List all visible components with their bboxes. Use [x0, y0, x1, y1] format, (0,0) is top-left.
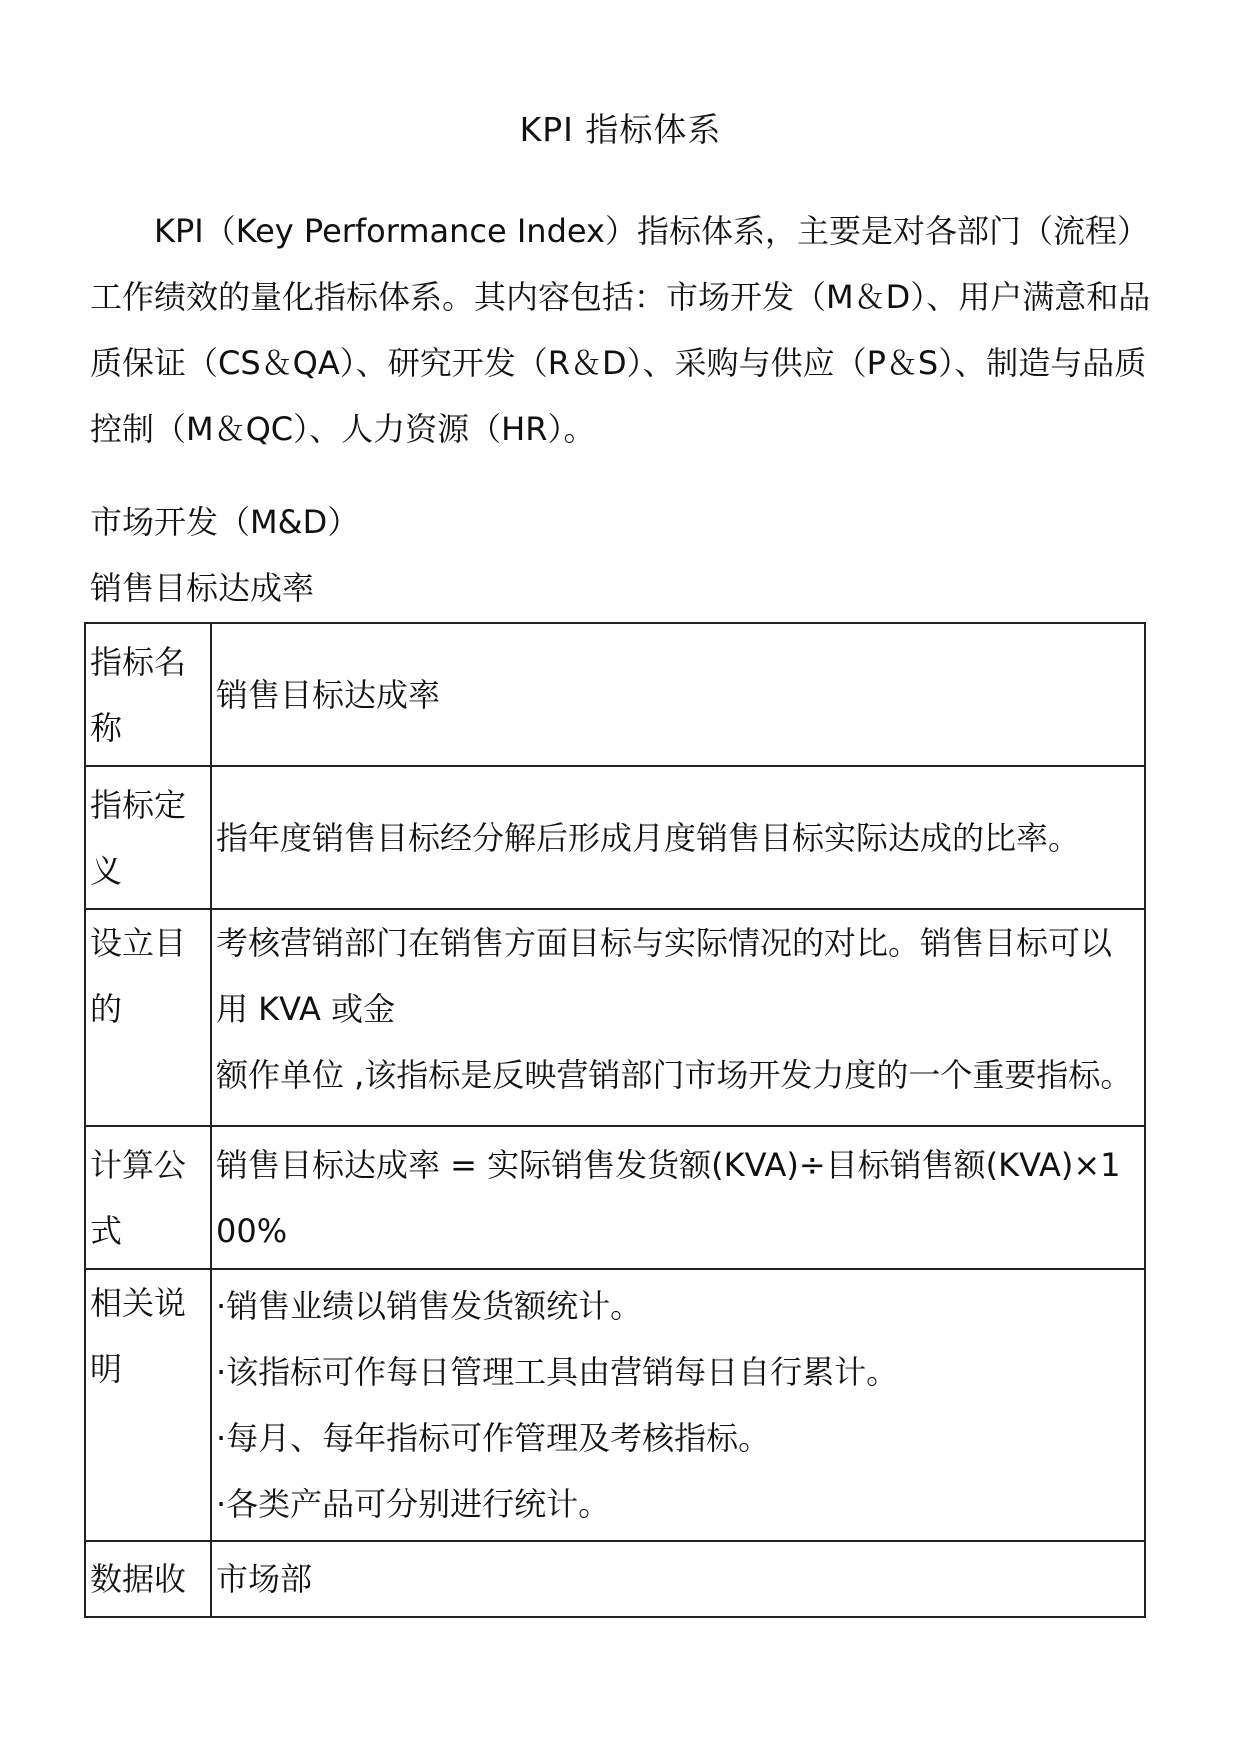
row-value	[211, 909, 1145, 1126]
value-line: ·销售业绩以销售发货额统计。	[216, 1287, 643, 1325]
kpi-table	[84, 622, 1146, 1618]
value-line: ·该指标可作每日管理工具由营销每日自行累计。	[216, 1353, 899, 1391]
row-value: 指年度销售目标经分解后形成月度销售目标实际达成的比率。	[211, 766, 1145, 909]
table-row	[85, 909, 1145, 1126]
row-value: 销售目标达成率	[211, 623, 1145, 766]
table-row	[85, 1126, 1145, 1269]
row-label: 数据收	[85, 1541, 211, 1617]
value-line: 考核营销部门在销售方面目标与实际情况的对比。销售目标可以用 KVA 或金	[216, 924, 1113, 1028]
row-value	[211, 1269, 1145, 1541]
subsection-heading: 销售目标达成率	[90, 569, 315, 607]
row-label: 指标名称	[85, 623, 211, 766]
row-label: 相关说明	[85, 1269, 211, 1541]
value-line: ·每月、每年指标可作管理及考核指标。	[216, 1419, 771, 1457]
intro-paragraph: KPI（Key Performance Index）指标体系，主要是对各部门（流程）工作绩效的量化指标体系。其内容包括：市场开发（M＆D）、用户满意和品质保证（CS＆QA）、研究开发（R＆D）、采购与供应（P＆S）、制造与品质控制（M＆QC）、人力资源（HR）。	[90, 212, 1151, 448]
document-title: KPI 指标体系	[519, 110, 722, 149]
section-heading: 市场开发（M&D）	[90, 503, 360, 541]
table-row	[85, 1269, 1145, 1541]
value-line: ·各类产品可分别进行统计。	[216, 1485, 611, 1523]
row-label: 计算公式	[85, 1126, 211, 1269]
value-line: 额作单位 ,该指标是反映营销部门市场开发力度的一个重要指标。	[216, 1056, 1133, 1094]
table-row	[85, 766, 1145, 909]
row-label: 指标定义	[85, 766, 211, 909]
row-value: 市场部	[211, 1541, 1145, 1617]
table-row	[85, 1541, 1145, 1617]
row-label: 设立目的	[85, 909, 211, 1126]
table-row	[85, 623, 1145, 766]
row-value: 销售目标达成率 = 实际销售发货额(KVA)÷目标销售额(KVA)×100%	[211, 1126, 1145, 1269]
